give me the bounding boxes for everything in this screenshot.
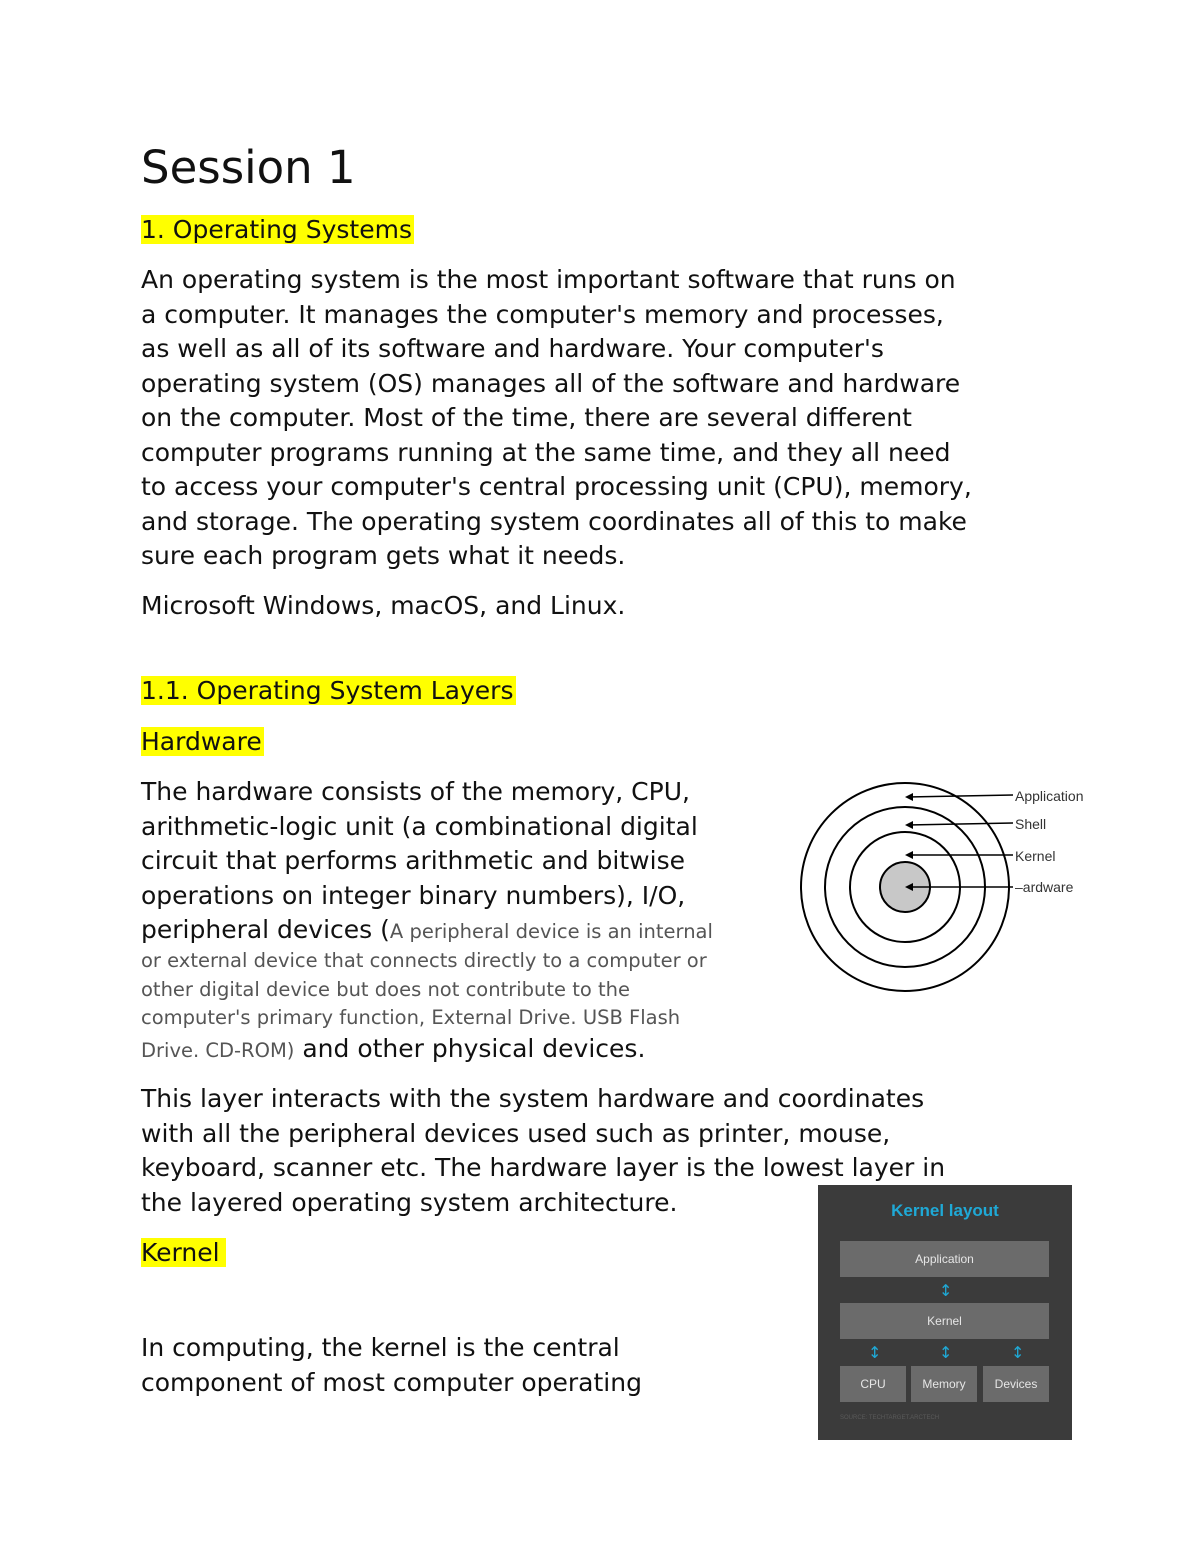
peripheral-note: A peripheral device is an internal [389,920,713,943]
note-line: or external device that connects directly to a computer or [141,949,707,972]
paragraph-line: with all the peripheral devices used such as printer, mouse, [141,1118,891,1148]
ring-label-shell: Shell [1015,816,1047,832]
rings-svg [795,778,1105,1003]
hardware-line-last [141,1032,645,1067]
up-down-arrow-icon: ↕ [939,1343,953,1362]
peripheral-note-block [141,947,707,1033]
devices-block: Devices [983,1366,1049,1402]
paragraph-line: the layered operating system architecture. [141,1187,678,1217]
note-line: other digital device but does not contribute to the [141,977,631,1001]
paragraph-line: operating system (OS) manages all of the software and hardware [141,368,961,398]
paragraph-line: arithmetic-logic unit (a combinational digital [141,811,698,841]
subheading-kernel [141,1236,226,1270]
paragraph-line: circuit that performs arithmetic and bitwise [141,846,685,875]
paragraph-line: on the computer. Most of the time, there are several different [141,403,912,432]
up-down-arrow-icon: ↕ [868,1343,882,1362]
paragraph-line: computer programs running at the same time, and they all need [141,437,951,467]
paragraph-line: and storage. The operating system coordinates all of this to make [141,506,967,536]
paragraph-line: to access your computer's central processing unit (CPU), memory, [141,472,972,501]
paragraph-line-start: peripheral devices ( [141,915,390,944]
arrowhead-icon [905,821,913,829]
paragraph-line: The hardware consists of the memory, CPU, [141,777,690,806]
os-paragraph [141,263,1101,574]
memory-block: Memory [911,1366,977,1402]
hardware-line-peripheral [141,913,713,948]
paragraph-line: as well as all of its software and hardware. Your computer's [141,334,884,363]
application-pointer [907,795,1013,797]
subheading-hardware [141,725,264,759]
arrowhead-icon [905,793,913,801]
os-examples: Microsoft Windows, macOS, and Linux. [141,591,626,620]
ring-label-hardware: –ardware [1015,879,1074,895]
ring-label-kernel: Kernel [1015,848,1056,864]
paragraph-line: This layer interacts with the system hardware and coordinates [141,1084,925,1113]
shell-pointer [907,823,1013,825]
heading-text: 1. Operating Systems [141,215,412,244]
figure-source: SOURCE: TECHTARGET.ARCTECH [840,1415,940,1421]
section-heading-operating-systems [141,213,414,247]
kernel-paragraph [141,1331,781,1400]
paragraph-line: component of most computer operating [141,1367,642,1397]
kernel-layout-title: Kernel layout [891,1201,999,1220]
section-heading-os-layers [141,674,516,708]
paragraph-line: An operating system is the most important software that runs on [141,265,956,294]
arrowhead-icon [905,851,913,859]
heading-text: Hardware [141,727,262,756]
paragraph-line: keyboard, scanner etc. The hardware layer is the lowest layer in [141,1153,946,1182]
hardware-paragraph [141,775,791,913]
heading-text: 1.1. Operating System Layers [141,676,514,705]
kernel-block: Kernel [840,1303,1049,1339]
ring-label-application: Application [1015,788,1084,804]
cpu-block: CPU [840,1366,906,1402]
paragraph-line-end: and other physical devices. [294,1034,646,1063]
os-layers-rings-diagram [795,778,1105,1007]
note-line: Drive. CD-ROM) [141,1039,295,1062]
paragraph-line: In computing, the kernel is the central [141,1333,620,1362]
heading-text: Kernel [141,1238,220,1267]
application-block: Application [840,1241,1049,1277]
page-title: Session 1 [141,141,356,194]
up-down-arrow-icon: ↕ [939,1281,953,1300]
kernel-layout-figure [818,1185,1072,1440]
paragraph-line: operations on integer binary numbers), I/O, [141,880,686,910]
note-line: computer's primary function, External Drive. USB Flash [141,1006,681,1029]
paragraph-line: sure each program gets what it needs. [141,541,626,570]
paragraph-line: a computer. It manages the computer's memory and processes, [141,299,944,329]
up-down-arrow-icon: ↕ [1011,1343,1025,1362]
